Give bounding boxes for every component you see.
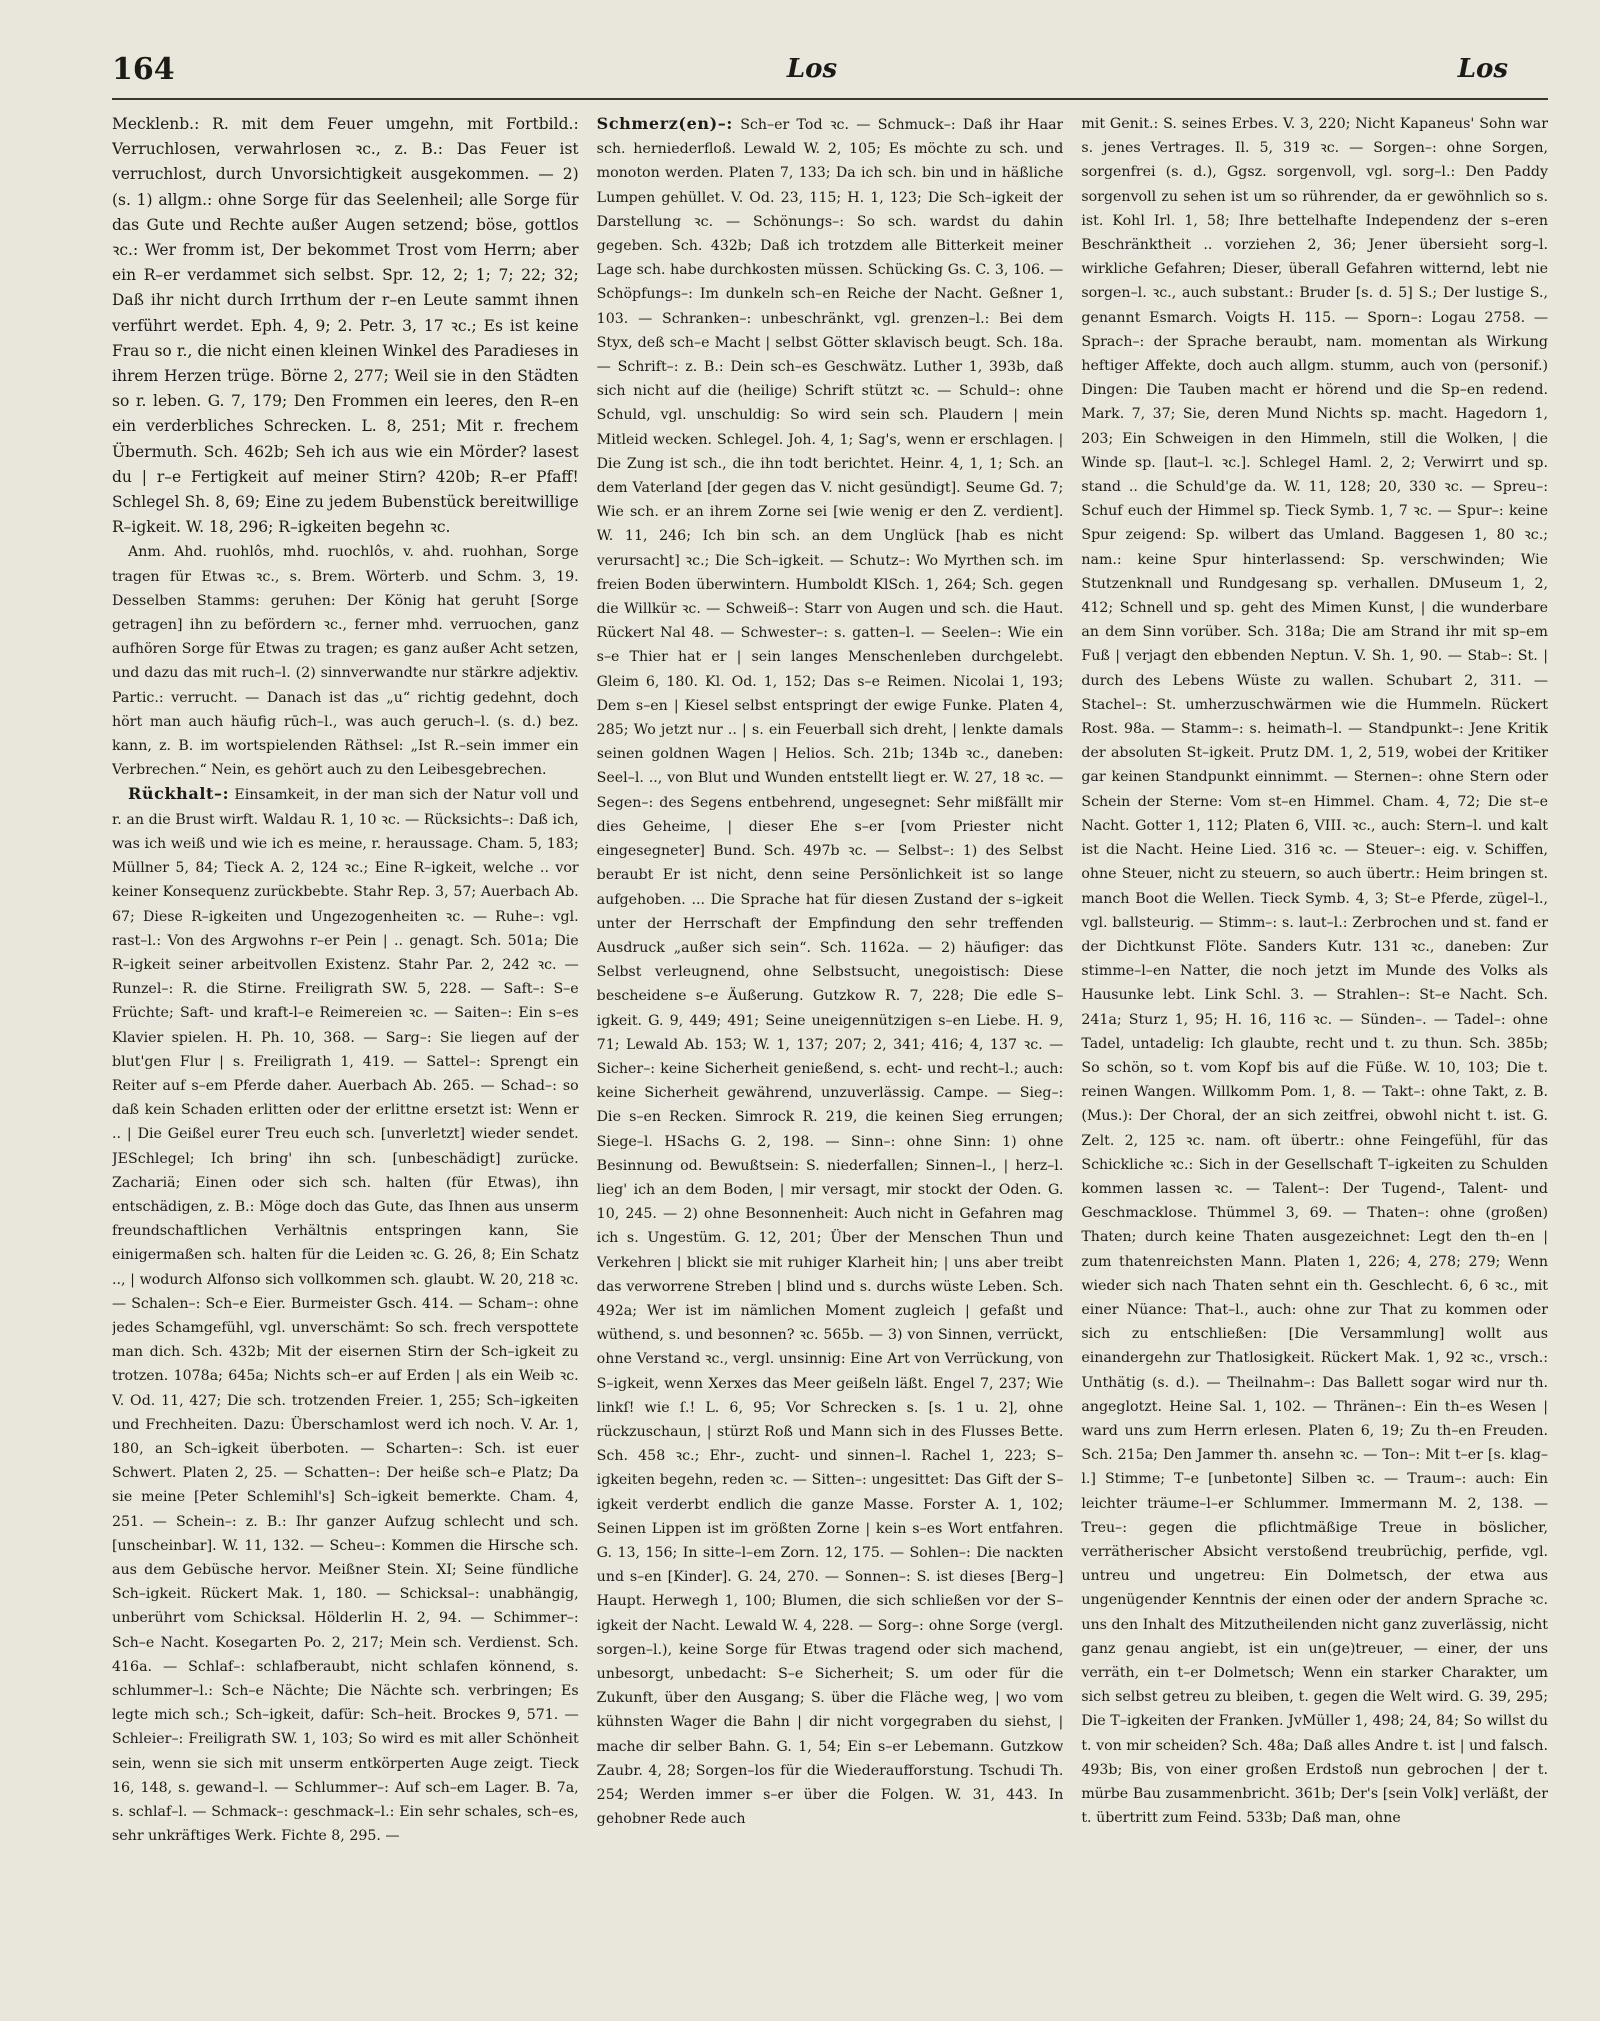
running-headword-center: Los [786,54,838,84]
page-number: 164 [112,52,175,87]
entry-text: Einsamkeit, in der man sich der Natur voll und r. an die Brust wirft. Waldau R. 1, 10 ꝛc. — Rücksichts–: Daß ich, was ich weiß und wie ich es meine, r. heraussage. Cham. 5, 183; Müllner 5, 84; Tieck A. 2, 124 ꝛc.; Eine R–igkeit, welche .. vor keiner Konsequenz zurückbebte. Stahr Rep. 3, 57; Auerbach Ab. 67; Diese R–igkeiten und Ungezogenheiten ꝛc. — Ruhe–: vgl. rast–l.: Von des Argwohns r–er Pein | .. genagt. Sch. 501a; Die R–igkeit seiner arbeitvollen Existenz. Stahr Par. 2, 242 ꝛc. — Runzel–: R. die Stirne. Freiligrath SW. 5, 228. — Saft–: S–e Früchte; Saft- und kraft-l–e Reimereien ꝛc. — Saiten–: Ein s–es Klavier spielen. H. Ph. 10, 368. — Sarg–: Sie liegen auf der blut'gen Flur | s. Freiligrath 1, 419. — Sattel–: Sprengt ein Reiter auf s–em Pferde daher. Auerbach Ab. 265. — Schad–: so daß kein Schaden erlitten oder der erlittne ersetzt ist: Wenn er .. | Die Geißel eurer Treu euch sch. [unverletzt] wieder sendet. JESchlegel; Ich bring' ihn sch. [unbeschädigt] zurücke. Zachariä; Einen oder sich sch. halten (für Etwas), ihn entschädigen, z. B.: Möge doch das Gute, das Ihnen aus unserm freundschaftlichen Verhältnis entspringen kann, Sie einigermaßen sch. halten für die Leiden ꝛc. G. 26, 8; Ein Schatz .., | wodurch Alfonso sich vollkommen sch. glaubt. W. 20, 218 ꝛc. — Schalen–: Sch–e Eier. Burmeister Gsch. 414. — Scham–: ohne jedes Schamgefühl, vgl. unverschämt: So sch. frech verspottete man dich. Sch. 432b; Mit der eisernen Stirn der Sch–igkeit zu trotzen. 1078a; 645a; Nichts sch–er auf Erden | als ein Weib ꝛc. V. Od. 11, 427; Die sch. trotzenden Freier. 1, 255; Sch–igkeiten und Frechheiten. Dazu: Überschamlost werd ich noch. V. Ar. 1, 180, an Sch–igkeit überboten. — Scharten–: Sch. ist euer Schwert. Platen 2, 25. — Schatten–: Der heiße sch–e Platz; Da sie meine [Peter Schlemihl's] Sch–igkeit bemerkte. Cham. 4, 251. — Schein–: z. B.: Ihr ganzer Aufzug schlecht und sch. [unscheinbar]. W. 11, 132. — Scheu–: Kommen die Hirsche sch. aus dem Gebüsche hervor. Meißner Stein. XI; Seine fündliche Sch–igkeit. Rückert Mak. 1, 180. — Schicksal–: unabhängig, unberührt vom Schicksal. Hölderlin H. 2, 94. — Schimmer–: Sch–e Nacht. Kosegarten Po. 2, 217; Mein sch. Verdienst. Sch. 416a. — Schlaf–: schlafberaubt, nicht schlafen könnend, s. schlummer–l.: Sch–e Nächte; Die Nächte sch. verbringen; Es legte mich sch.; Sch–igkeit, dafür: Sch–heit. Brockes 9, 571. — Schleier–: Freiligrath SW. 1, 103; So wird es mit aller Schönheit sein, wenn sie sich mit unserm entkörperten Auge zeigt. Tieck 16, 148, s. gewand–l. — Schlummer–: Auf sch–em Lager. B. 7a, s. schlaf–l. — Schmack–: geschmack–l.: Ein sehr schales, sch–es, sehr unkräftiges Werk. Fichte 8, 295. — [112,787,579,1845]
header-rule [112,98,1548,100]
entry-schmerz [597,112,1064,1831]
entry-mecklenb [112,112,579,540]
running-headword-right: Los [1457,54,1508,84]
column-left [112,112,579,1977]
text-columns [112,112,1548,1977]
page-header [112,52,1548,92]
entry-text: Anm. Ahd. ruohlôs, mhd. ruochlôs, v. ahd. ruohhan, Sorge tragen für Etwas ꝛc., s. Brem. Wörterb. und Schm. 3, 19. Desselben Stamms: geruhen: Der König hat geruht [Sorge getragen] ihn zu befördern ꝛc., ferner mhd. verruochen, ganz aufhören Sorge für Etwas zu tragen; es ganz außer Acht setzen, und dazu das mit ruch–l. (2) sinnverwandte nur stärkre adjektiv. Partic.: verrucht. — Danach ist das „u“ richtig gedehnt, doch hört man auch häufig rūch–l., was auch geruch–l. (s. d.) bez. kann, z. B. im wortspielenden Räthsel: „Ist R.–sein immer ein Verbrechen.“ Nein, es gehört auch zu den Leibesgebrechen. [112,544,579,779]
entry-lemma: Schmerz(en)–: [596,114,733,133]
entry-mit-genit [1081,112,1548,1830]
entry-text: Mecklenb.: R. mit dem Feuer umgehn, mit Fortbild.: Verruchlosen, verwahrlosen ꝛc., z. B.: Das Feuer ist verruchlost, durch Unvorsichtigkeit ausgekommen. — 2) (s. 1) allgm.: ohne Sorge für das Seelenheil; alle Sorge für das Gute und Rechte außer Augen setzend; böse, gottlos ꝛc.: Wer fromm ist, Der bekommet Trost vom Herrn; aber ein R–er verdammet sich selbst. Spr. 12, 2; 1; 7; 22; 32; Daß ihr nicht durch Irrthum der r–en Leute sammt ihnen verführt werdet. Eph. 4, 9; 2. Petr. 3, 17 ꝛc.; Es ist keine Frau so r., die nicht einen kleinen Winkel des Paradieses in ihrem Herzen trüge. Börne 2, 277; Weil sie in den Städten so r. leben. G. 7, 179; Den Frommen ein leeres, den R–en ein verderbliches Schrecken. L. 8, 251; Mit r. frechem Übermuth. Sch. 462b; Seh ich aus wie ein Mörder? lasest du | r–e Fertigkeit auf meiner Stirn? 420b; R–er Pfaff! Schlegel Sh. 8, 69; Eine zu jedem Bubenstück bereitwillige R–igkeit. W. 18, 296; R–igkeiten begehn ꝛc. [112,115,579,537]
entry-lemma: Rückhalt–: [128,784,230,804]
entry-rueckhalt [112,782,579,1848]
entry-text: mit Genit.: S. seines Erbes. V. 3, 220; Nicht Kapaneus' Sohn war s. jenes Vertrages. Il. 5, 319 ꝛc. — Sorgen–: ohne Sorgen, sorgenfrei (s. d.), Ggsz. sorgenvoll, vgl. sorg–l.: Den Paddy sorgenvoll zu sehen ist um so rührender, da er gewöhnlich so s. ist. Kohl Irl. 1, 58; Ihre bettelhafte Independenz der s–eren Beschränktheit .. vorziehen 2, 36; Jener übersieht sorg–l. wirkliche Gefahren; Dieser, überall Gefahren witternd, lebt nie sorgen–l. ꝛc., auch substant.: Bruder [s. d. 5] S.; Der lustige S., genannt Esmarch. Voigts H. 115. — Sporn–: Logau 2758. — Sprach–: der Sprache beraubt, nam. momentan als Wirkung heftiger Affekte, doch auch allgm. stumm, auch von (personif.) Dingen: Die Tauben macht er hörend und die Sp–en redend. Mark. 7, 37; Sie, deren Mund Nichts sp. macht. Hagedorn 1, 203; Ein Schweigen in den Himmeln, still die Wolken, | die Winde sp. [laut–l. ꝛc.]. Schlegel Haml. 2, 2; Verwirrt und sp. stand .. die Schuld'ge da. W. 11, 128; 20, 330 ꝛc. — Spreu–: Schuf euch der Himmel sp. Tieck Symb. 1, 7 ꝛc. — Spur–: keine Spur zeigend: Sp. wilbert das Umland. Baggesen 1, 80 ꝛc.; nam.: keine Spur hinterlassend: Sp. verschwinden; Wie Stutzenknall und Rundgesang sp. verhallen. DMuseum 1, 2, 412; Schnell und sp. geht des Mimen Kunst, | die wunderbare an dem Sinn vorüber. Sch. 318a; Die am Strand ihr mit sp–em Fuß | verjagt den ebbenden Neptun. V. Sh. 1, 90. — Stab–: St. | durch des Lebens Wüste zu wallen. Schubart 2, 311. — Stachel–: St. umherzuschwärmen wie die Hummeln. Rückert Rost. 98a. — Stamm–: s. heimath–l. — Standpunkt–: Jene Kritik der absoluten St–igkeit. Prutz DM. 1, 2, 519, wobei der Kritiker gar keinen Standpunkt einnimmt. — Sternen–: ohne Stern oder Schein der Sterne: Vom st–en Himmel. Cham. 4, 72; Die st–e Nacht. Gotter 1, 112; Platen 6, VIII. ꝛc., auch: Stern–l. und kalt ist die Nacht. Heine Lied. 316 ꝛc. — Steuer–: eig. v. Schiffen, ohne Steuer, nicht zu steuern, so auch übertr.: Heim bringen st. manch Boot die Wellen. Tieck Symb. 4, 3; St–e Pferde, zügel–l., vgl. ballsteurig. — Stimm–: s. laut–l.: Zerbrochen und st. fand er der Dichtkunst Flöte. Sanders Kutr. 131 ꝛc., daneben: Zur stimme–l–en Natter, die noch jetzt im Munde des Volks als Hausunke lebt. Link Schl. 3. — Strahlen–: St–e Nacht. Sch. 241a; Sturz 1, 95; H. 16, 116 ꝛc. — Sünden–. — Tadel–: ohne Tadel, untadelig: Ich glaubte, recht und t. zu thun. Sch. 385b; So schön, so t. vom Kopf bis auf die Füße. W. 10, 103; Die t. reinen Wangen. Willkomm Pom. 1, 8. — Takt–: ohne Takt, z. B. (Mus.): Der Choral, der an sich zeitfrei, obwohl nicht t. ist. G. Zelt. 2, 125 ꝛc. nam. oft übertr.: ohne Feingefühl, für das Schickliche ꝛc.: Sich in der Gesellschaft T–igkeiten zu Schulden kommen lassen ꝛc. — Talent–: Der Tugend-, Talent- und Geschmacklose. Thümmel 3, 69. — Thaten–: ohne (großen) Thaten; durch keine Thaten ausgezeichnet: Legt den th–en | zum thatenreichsten Mann. Platen 1, 226; 4, 278; 279; Wenn wieder sich nach Thaten sehnt ein th. Geschlecht. 6, 6 ꝛc., mit einer Nüance: That–l., auch: ohne zur That zu kommen oder sich zu entschließen: [Die Versammlung] wollt aus einandergehn zur Thatlosigkeit. Rückert Mak. 1, 92 ꝛc., vrsch.: Unthätig (s. d.). — Theilnahm–: Das Ballett sogar wird nur th. angeglotzt. Heine Sal. 1, 102. — Thränen–: Ein th–es Wesen | ward uns zum Herrn erlesen. Platen 6, 19; Zu th–en Freuden. Sch. 215a; Den Jammer th. ansehn ꝛc. — Ton–: Mit t–er [s. klag–l.] Stimme; T–e [unbetonte] Silben ꝛc. — Traum–: auch: Ein leichter träume–l–er Schlummer. Immermann M. 2, 138. — Treu–: gegen die pflichtmäßige Treue in böslicher, verrätherischer Absicht verstoßend treubrüchig, perfide, vgl. untreu und ungetreu: Ein Dolmetsch, der etwa aus ungenügender Kenntnis der einen oder der andern Sprache ꝛc. uns den Inhalt des Mitzutheilenden nicht ganz zuverlässig, nicht ganz genau angiebt, ist ein un(ge)treuer, — einer, der uns verräth, ein t–er Dolmetsch; Wenn ein starker Charakter, um sich selbst getreu zu bleiben, t. gegen die Welt wird. G. 39, 295; Die T–igkeiten der Franken. JvMüller 1, 498; 24, 84; So willst du t. von mir scheiden? Sch. 48a; Daß alles Andre t. ist | und falsch. 493b; Bis, von einer großen Erdstoß nun gebrochen | der t. mürbe Bau zusammenbricht. 361b; Der's [sein Volk] verläßt, der t. übertritt zum Feind. 533b; Daß man, ohne [1081,116,1549,1827]
entry-anm [112,540,579,782]
column-right [1081,112,1548,1977]
entry-text: Sch–er Tod ꝛc. — Schmuck–: Daß ihr Haar sch. herniederfloß. Lewald W. 2, 105; Es möchte zu sch. und monoton werden. Platen 7, 133; Da ich sch. bin und in häßliche Lumpen gehüllet. V. Od. 23, 115; H. 1, 123; Die Sch–igkeit der Darstellung ꝛc. — Schönungs–: So sch. wardst du dahin gegeben. Sch. 432b; Daß ich trotzdem alle Bitterkeit meiner Lage sch. habe durchkosten müssen. Schücking Gs. C. 3, 106. — Schöpfungs–: Im dunkeln sch–en Reiche der Nacht. Geßner 1, 103. — Schranken–: unbeschränkt, vgl. grenzen–l.: Bei dem Styx, deß sch–e Macht | selbst Götter sklavisch beugt. Sch. 18a. — Schrift–: z. B.: Dein sch–es Geschwätz. Luther 1, 393b, daß sich nicht auf die (heilige) Schrift stützt ꝛc. — Schuld–: ohne Schuld, vgl. unschuldig: So wird sein sch. Plaudern | mein Mitleid wecken. Schlegel. Joh. 4, 1; Sag's, wenn er erschlagen. | Die Zung ist sch., die ihn todt berichtet. Heinr. 4, 1, 1; Sch. an dem Vaterland [der gegen das V. nicht gesündigt]. Seume Gd. 7; Wie sch. er an ihrem Zorne sei [wie wenig er den Z. verdient]. W. 11, 246; Ich bin sch. an dem Unglück [hab es nicht verursacht] ꝛc.; Die Sch–igkeit. — Schutz–: Wo Myrthen sch. im freien Boden überwintern. Humboldt KlSch. 1, 264; Sch. gegen die Willkür ꝛc. — Schweiß–: Starr von Augen und sch. die Haut. Rückert Nal 48. — Schwester–: s. gatten–l. — Seelen–: Wie ein s–e Thier hat er | sein langes Menschenleben durchgelebt. Gleim 6, 180. Kl. Od. 1, 152; Das s–e Reimen. Nicolai 1, 193; Dem s–en | Kiesel selbst entspringt der ewige Funke. Platen 4, 285; Wo jetzt nur .. | s. ein Feuerball sich dreht, | lenkte damals seinen goldnen Wagen | Helios. Sch. 21b; 134b ꝛc., daneben: Seel–l. .., von Blut und Wunden entstellt liegt er. W. 27, 18 ꝛc. — Segen–: des Segens entbehrend, ungesegnet: Sehr mißfällt mir dies Geheime, | dieser Ehe s–er [vom Priester nicht eingesegneter] Bund. Sch. 497b ꝛc. — Selbst–: 1) des Selbst beraubt Er ist nicht, denn seine Persönlichkeit ist so lange aufgehoben. ... Die Sprache hat für diesen Zustand der s–igkeit unter der Herrschaft der Empfindung den sehr treffenden Ausdruck „außer sich sein“. Sch. 1162a. — 2) häufiger: das Selbst verleugnend, ohne Selbstsucht, unegoistisch: Diese bescheidene s–e Äußerung. Gutzkow R. 7, 228; Die edle S–igkeit. G. 9, 449; 491; Seine uneigennützigen s–en Liebe. H. 9, 71; Lewald Ab. 153; W. 1, 137; 207; 2, 341; 416; 4, 137 ꝛc. — Sicher–: keine Sicherheit genießend, s. echt- und recht–l.; auch: keine Sicherheit gewährend, unzuverlässig. Campe. — Sieg–: Die s–en Recken. Simrock R. 219, die keinen Sieg errungen; Siege–l. HSachs G. 2, 198. — Sinn–: ohne Sinn: 1) ohne Besinnung od. Bewußtsein: S. niederfallen; Sinnen–l., | herz–l. lieg' ich an dem Boden, | mir versagt, mir stockt der Oden. G. 10, 245. — 2) ohne Besonnenheit: Auch nicht in Gefahren mag ich s. Ungestüm. G. 12, 201; Über der Menschen Thun und Verkehren | blickt sie mit ruhiger Klarheit hin; | uns aber treibt das verworrene Streben | blind und s. durchs wüste Leben. Sch. 492a; Wer ist im nämlichen Moment zugleich | gefaßt und wüthend, s. und besonnen? ꝛc. 565b. — 3) von Sinnen, verrückt, ohne Verstand ꝛc., vergl. unsinnig: Eine Art von Verrückung, von S–igkeit, wenn Xerxes das Meer geißeln läßt. Engel 7, 237; Wie linkſ! wie ſ.! L. 6, 95; Vor Schrecken s. [s. 1 u. 2], ohne rückzuschaun, | stürzt Roß und Mann sich in des Flusses Bette. Sch. 458 ꝛc.; Ehr-, zucht- und sinnen–l. Rachel 1, 223; S–igkeiten begehn, reden ꝛc. — Sitten–: ungesittet: Das Gift der S–igkeit verderbt endlich die ganze Masse. Forster A. 1, 102; Seinen Lippen ist im größten Zorne | kein s–es Wort entfahren. G. 13, 156; In sitte–l–em Zorn. 12, 175. — Sohlen–: Die nackten und s–en [Kinder]. G. 24, 270. — Sonnen–: S. ist dieses [Berg–] Haupt. Herwegh 1, 100; Blumen, die sich schließen vor der S–igkeit der Nacht. Lewald W. 4, 228. — Sorg–: ohne Sorge (vergl. sorgen–l.), keine Sorge für Etwas tragend oder sich machend, unbesorgt, unbedacht: S–e Sicherheit; S. um oder für die Zukunft, über den Ausgang; S. über die Fläche weg, | wo vom kühnsten Wager die Bahn | dir nicht vorgegraben du siehst, | mache dir selber Bahn. G. 1, 54; Ein s–er Lebemann. Gutzkow Zaubr. 4, 28; Sorgen–los für die Wiederaufforstung. Tschudi Th. 254; Werden immer s–er über die Folgen. W. 31, 443. In gehobner Rede auch [596,117,1064,1828]
column-middle [597,112,1064,1977]
